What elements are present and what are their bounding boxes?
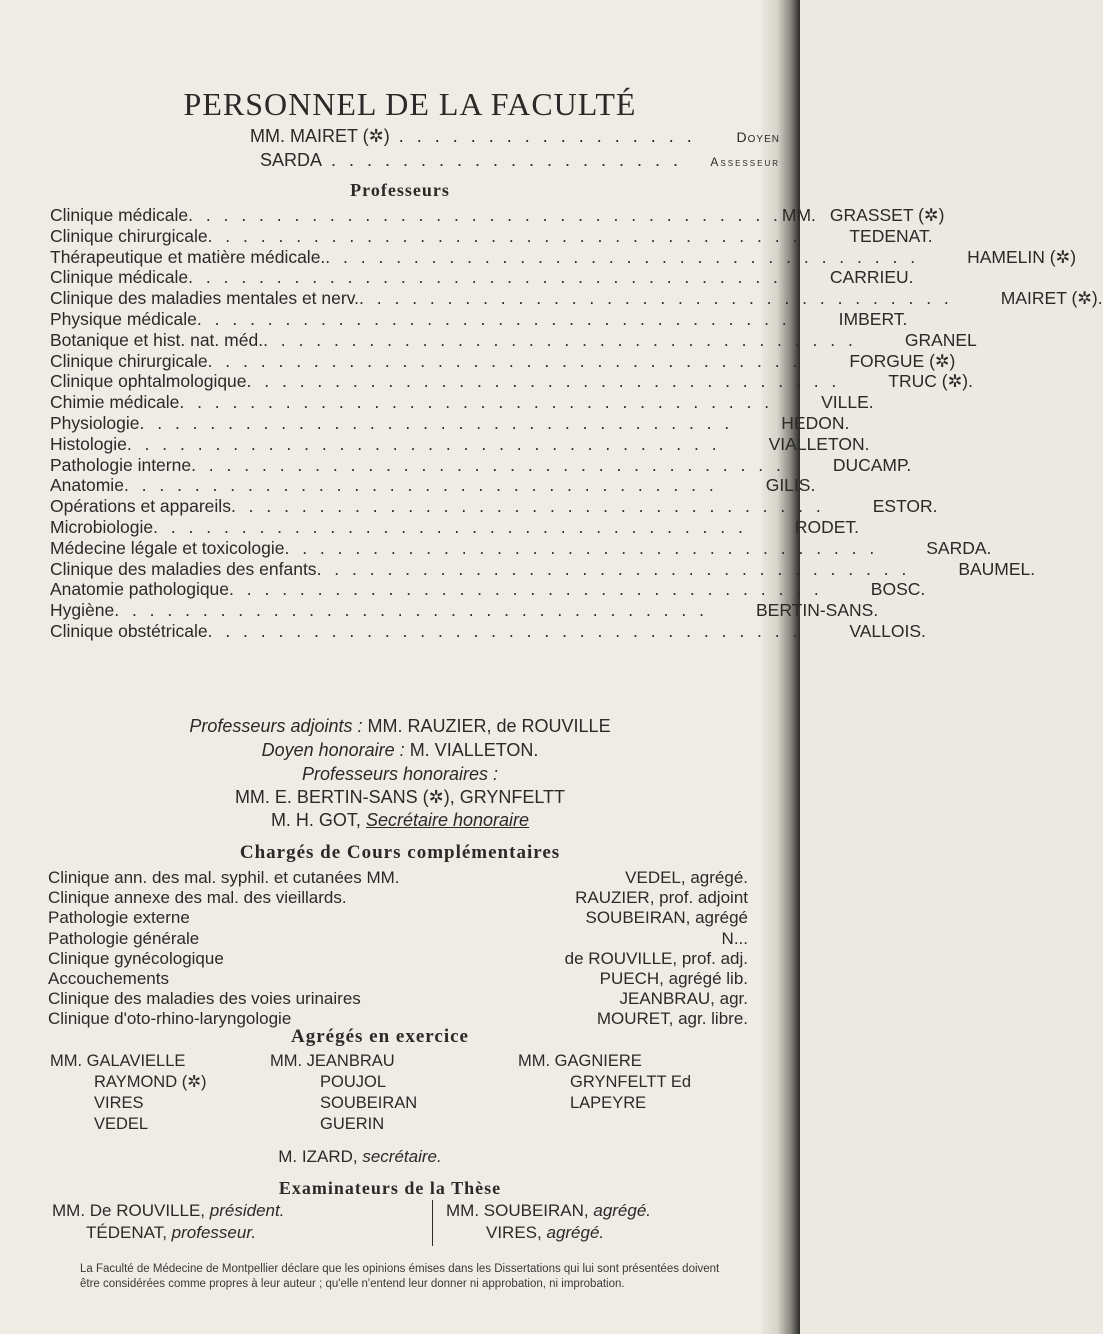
leader-dots: . . . . . . . . . . . . . . . . . . . . . . . . . . . . . . . . . . [153,517,747,537]
leader-dots: . . . . . . . . . . . . . . . . . . . . . . . . . . . . . . . . . . [316,558,911,579]
examinateurs-heading: Examinateurs de la Thèse [278,1178,502,1198]
professor-name: BOSC. [870,579,926,600]
professor-name: DUCAMP. [832,454,912,475]
doyen-honoraire-label: Doyen honoraire : [261,740,405,760]
cours-subject: Clinique annexe des mal. des vieillards. [48,888,347,908]
professeur-row [50,329,977,351]
assesseur-name: SARDA [260,150,323,170]
professor-name: VALLOIS. [849,621,926,641]
professor-name: VIALLETON. [768,433,870,454]
adjoints-label: Professeurs adjoints : [189,716,363,736]
leader-dots: . . . . . . . . . . . . . . . . . [389,126,696,146]
professeur-row [50,621,926,642]
professeurs-heading: Professeurs [350,180,450,200]
mm-label [721,434,769,455]
professeur-row [50,600,879,621]
cours-subject: Accouchements [48,969,169,988]
professeur-row [50,246,1077,268]
professor-name: GILIS. [765,475,816,496]
doyen-honoraire-text: M. VIALLETON. [409,740,539,760]
professeur-row [50,454,912,476]
cours-subject: Clinique gynécologique [48,948,224,968]
professeur-row [50,225,933,247]
mm-label [801,621,849,642]
professeur-row [50,475,816,496]
subject-label: Clinique obstétricale [50,621,208,641]
mm-label: MM. [781,205,816,225]
assesseur-role: Assesseur [710,155,780,169]
agrege-name: MM. JEANBRAU [270,1052,395,1070]
professeur-row [50,496,938,517]
professeur-row [50,309,908,330]
professor-name: MAIRET (✲). [1000,288,1103,309]
mm-label [919,247,967,268]
professeur-row [50,517,860,538]
professor-name: SARDA. [926,537,992,558]
mm-label [857,330,905,351]
professor-name: CARRIEU. [829,267,914,288]
examinateurs-left [52,1200,284,1244]
secretaire-honoraire-name: M. H. GOT, [270,810,361,830]
examinateur-role: agrégé. [546,1223,605,1242]
leader-dots: . . . . . . . . . . . . . . . . . . . . . . . . . . . . . . . . . . [207,621,802,641]
agreges-col-1 [50,1051,250,1135]
mm-label [953,288,1001,309]
examinateurs-right [446,1200,651,1244]
subject-label: Thérapeutique et matière médicale. [50,246,326,267]
professeur-row [50,537,992,559]
professeur-row [50,371,973,392]
secretaire-honoraire-label: Secrétaire honoraire [365,810,530,830]
leader-dots: . . . . . . . . . . . . . . . . . . . . . . . . . . . . . . . . . . [139,413,734,433]
leader-dots: . . . . . . . . . . . . . . . . . . . . . . . . . . . . . . . . . . [284,537,879,558]
cours-subject: Clinique des maladies des voies urinaires [48,989,361,1009]
examinateur-role: président. [209,1201,285,1220]
cours-teacher: VEDEL, agrégé. [625,868,748,887]
professor-name: ESTOR. [872,496,938,517]
examinateur-name: MM. SOUBEIRAN, [446,1201,589,1220]
professor-name: FORGUE (✲) [849,350,956,371]
doyen-role: Doyen [736,129,780,145]
professor-name: GRASSET (✲) [829,205,945,225]
subject-label: Opérations et appareils [50,496,231,517]
agrege-name: VEDEL [94,1115,149,1133]
secretaire-honoraire-line [0,810,800,831]
cours-heading: Chargés de Cours complémentaires [239,842,561,863]
leader-dots: . . . . . . . . . . . . . . . . . . . . . . . . . . . . . . . . . . [207,225,802,246]
professor-name: TEDENAT. [849,225,933,246]
professeurs-honoraires-text: MM. E. BERTIN-SANS (✲), GRYNFELTT [234,787,566,807]
leader-dots: . . . . . . . . . . . . . . . . . . . . . . . . . . . . . . . . . . [191,454,785,475]
cours-teacher: MOURET, agr. libre. [596,1009,748,1029]
cours-row [48,969,748,989]
doyen-name: MM. MAIRET (✲) [250,126,390,146]
mm-label [801,351,849,372]
professor-name: HEDON. [781,413,850,433]
subject-label: Clinique médicale [50,267,189,288]
mm-label [910,559,958,580]
mm-label [878,538,926,559]
agrege-name: LAPEYRE [570,1094,647,1112]
cours-teacher: de ROUVILLE, prof. adj. [564,948,748,968]
examinateur-role: agrégé. [593,1201,652,1220]
subject-label: Chimie médicale [50,392,180,413]
professeurs-honoraires-label: Professeurs honoraires : [301,764,499,784]
adjoints-text: MM. RAUZIER, de ROUVILLE [367,716,611,736]
leader-dots: . . . . . . . . . . . . . . . . . . . . . . . . . . . . . . . . . . [114,600,708,621]
subject-label: Clinique chirurgicale [50,225,208,246]
professeur-row [50,392,874,413]
mm-label [801,226,849,247]
subject-label: Anatomie pathologique [50,579,230,600]
leader-dots: . . . . . . . . . . . . . . . . . . . . . . . . . . . . . . . . . . [179,392,774,413]
disclaimer-note: La Faculté de Médecine de Montpellier déclare que les opinions émises dans les Dissertations qui lui sont présentées doivent être considérées comme propres à leur auteur ; qu'elle n'entend leur donner ni approbation, ni improbation. [80,1263,720,1290]
subject-label: Clinique ophtalmologique [50,371,247,392]
mm-label [733,413,781,434]
leader-dots: . . . . . . . . . . . . . . . . . . . . . . . . . . . . . . . . . . [246,371,841,392]
professor-name: RODET. [794,517,860,537]
professeur-row [50,350,956,372]
cours-subject: Clinique d'oto-rhino-laryngologie [48,1009,292,1029]
mm-label [840,371,888,392]
agrege-name: POUJOL [320,1073,387,1091]
subject-label: Anatomie [50,475,124,496]
secretaire-role: secrétaire. [362,1147,442,1166]
cours-row [48,888,748,908]
cours-teacher: PUECH, agrégé lib. [599,969,748,988]
agrege-name: GRYNFELTT Ed [570,1073,692,1091]
subject-label: Clinique des maladies des enfants [50,558,317,579]
leader-dots: . . . . . . . . . . . . . . . . . . . . . . . . . . . . . . . . . . [229,579,823,600]
subject-label: Physique médicale [50,309,197,329]
page-title: PERSONNEL DE LA FACULTÉ [183,86,637,122]
cours-row [48,989,748,1009]
leader-dots: . . . . . . . . . . . . . . . . . . . . [322,150,683,170]
agrege-name: RAYMOND (✲) [94,1073,207,1091]
professeur-row [50,288,1103,309]
subject-label: Clinique des maladies mentales et nerv. [50,288,360,309]
doyen-row [250,126,780,147]
cours-subject: Pathologie externe [48,908,190,928]
subject-label: Pathologie interne [50,454,192,475]
professor-name: TRUC (✲). [888,371,973,392]
professeur-row [50,558,1036,580]
agrege-name: SOUBEIRAN [320,1094,418,1112]
secretaire-name: M. IZARD, [278,1147,358,1166]
leader-dots: . . . . . . . . . . . . . . . . . . . . . . . . . . . . . . . . . . [188,267,782,288]
professor-name: VILLE. [821,392,874,413]
mm-label [825,496,873,517]
examinateurs-divider [432,1200,433,1246]
leader-dots: . . . . . . . . . . . . . . . . . . . . . . . . . . . . . . . . . . [325,246,920,267]
agrege-name: GUERIN [320,1115,385,1133]
leader-dots: . . . . . . . . . . . . . . . . . . . . . . . . . . . . . . . . . . [263,329,857,350]
agreges-col-3 [518,1051,758,1114]
examinateur-name: MM. De ROUVILLE, [52,1201,206,1220]
agreges-col-2 [270,1051,470,1135]
cours-row [48,868,748,888]
examinateur-role: professeur. [171,1223,257,1242]
professeurs-adjoints-line [0,716,800,737]
mm-label [782,267,830,288]
leader-dots: . . . . . . . . . . . . . . . . . . . . . . . . . . . . . . . . . . [123,475,718,496]
mm-label [708,600,756,621]
cours-teacher: RAUZIER, prof. adjoint [575,888,748,908]
professor-name: IMBERT. [838,309,908,329]
mm-label [785,455,833,476]
subject-label: Hygiène [50,600,115,621]
leader-dots: . . . . . . . . . . . . . . . . . . . . . . . . . . . . . . . . . . [230,496,825,517]
cours-subject: Pathologie générale [48,928,200,948]
mm-label [718,475,766,496]
assesseur-row [260,150,780,171]
subject-label: Clinique médicale [50,205,189,225]
professeur-row [50,433,870,455]
subject-label: Histologie [50,433,127,454]
cours-teacher: SOUBEIRAN, agrégé [585,908,748,928]
secretaire-line [0,1147,760,1167]
subject-label: Physiologie [50,413,140,433]
subject-label: Médecine légale et toxicologie [50,537,285,558]
leader-dots: . . . . . . . . . . . . . . . . . . . . . . . . . . . . . . . . . . [207,350,802,371]
doyen-honoraire-line [0,740,800,761]
subject-label: Clinique chirurgicale [50,350,208,371]
professeur-row [50,413,850,434]
leader-dots: . . . . . . . . . . . . . . . . . . . . . . . . . . . . . . . . . . [188,205,782,225]
subject-label: Botanique et hist. nat. méd. [50,329,264,350]
cours-teacher: N... [721,928,748,948]
agreges-heading: Agrégés en exercice [291,1026,469,1047]
professeur-row [50,579,926,600]
mm-label [791,309,839,330]
mm-label [747,517,795,538]
leader-dots: . . . . . . . . . . . . . . . . . . . . . . . . . . . . . . . . . . [196,309,791,329]
cours-row [48,949,748,969]
leader-dots: . . . . . . . . . . . . . . . . . . . . . . . . . . . . . . . . . . [359,288,953,309]
cours-row [48,929,748,949]
agrege-name: VIRES [94,1094,144,1112]
professeur-row [50,267,914,288]
cours-teacher: JEANBRAU, agr. [619,989,748,1009]
agrege-name: MM. GALAVIELLE [50,1052,186,1070]
mm-label [773,392,821,413]
leader-dots: . . . . . . . . . . . . . . . . . . . . . . . . . . . . . . . . . . [126,433,721,454]
agrege-name: MM. GAGNIERE [518,1052,642,1070]
professor-name: BERTIN-SANS. [755,600,879,621]
professor-name: HAMELIN (✲) [967,246,1077,267]
examinateur-name: TÉDENAT, [86,1223,167,1242]
cours-subject: Clinique ann. des mal. syphil. et cutanées MM. [48,868,400,887]
examinateur-name: VIRES, [486,1223,542,1242]
subject-label: Microbiologie [50,517,154,537]
cours-row [48,908,748,928]
professeur-row [50,205,945,226]
professor-name: GRANEL [904,329,977,350]
mm-label [823,579,871,600]
professor-name: BAUMEL. [958,558,1036,579]
